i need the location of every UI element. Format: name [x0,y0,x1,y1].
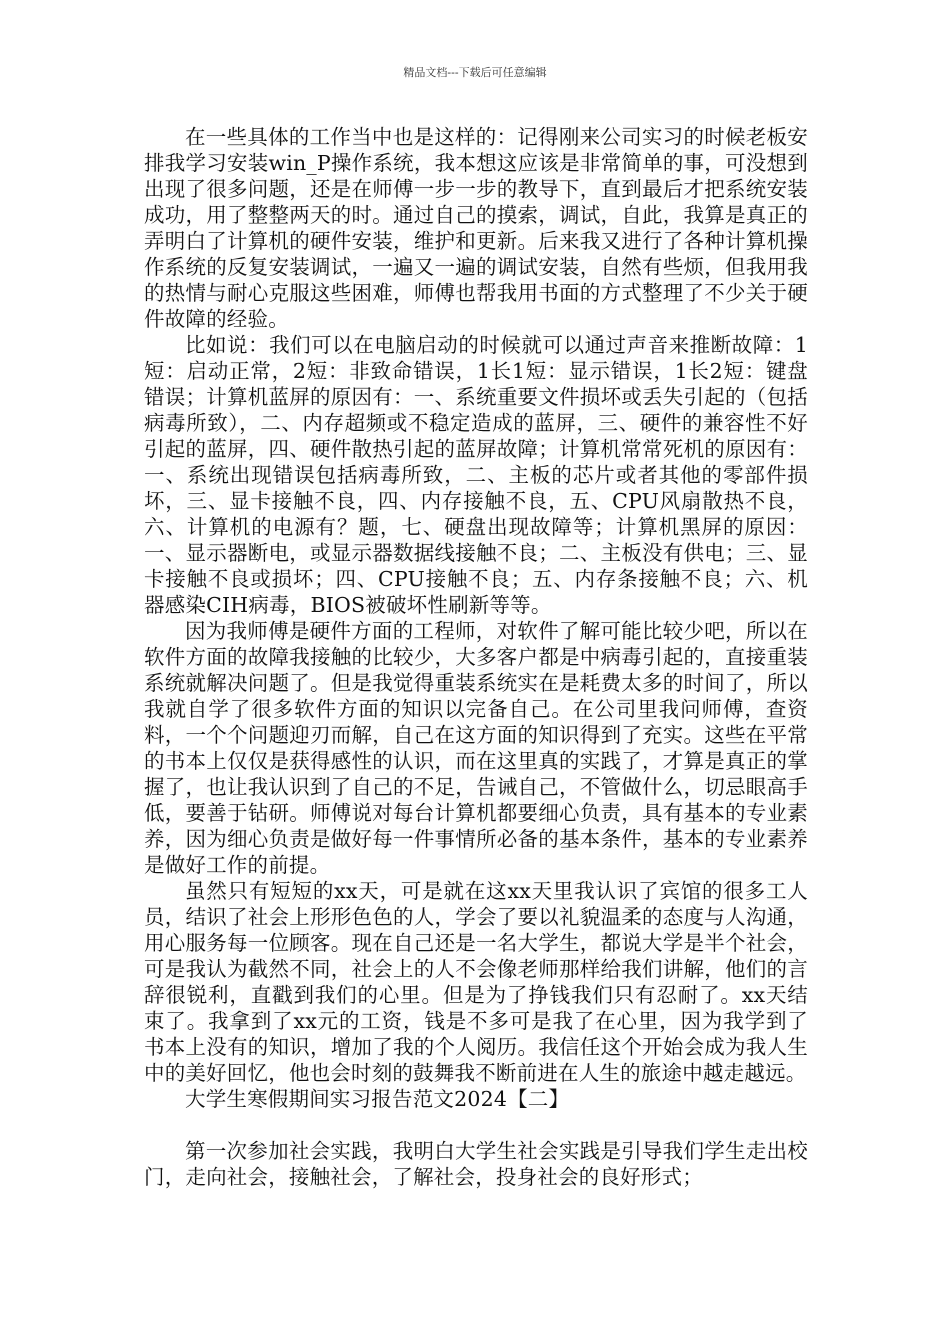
paragraph-software-learning: 因为我师傅是硬件方面的工程师，对软件了解可能比较少吧，所以在软件方面的故障我接触的比较少，大多客户都是中病毒引起的，直接重装系统就解决问题了。但是我觉得重装系统实在是耗费太多的时间了，所以我就自学了很多软件方面的知识以完备自己。在公司里我问师傅，查资料，一个个问题迎刃而解，自己在这方面的知识得到了充实。这些在平常的书本上仅仅是获得感性的认识，而在这里真的实践了，才算是真正的掌握了，也让我认识到了自己的不足，告诫自己，不管做什么，切忌眼高手低，要善于钻研。师傅说对每台计算机都要细心负责，具有基本的专业素养，因为细心负责是做好每一件事情所必备的基本条件，基本的专业素养是做好工作的前提。 [144,619,808,877]
paragraph-hardware-install: 在一些具体的工作当中也是这样的：记得刚来公司实习的时候老板安排我学习安装win_P操作系统，我本想这应该是非常简单的事，可没想到出现了很多问题，还是在师傅一步一步的教导下，直到最后才把系统安装成功，用了整整两天的时。通过自己的摸索，调试，自此，我算是真正的弄明白了计算机的硬件安装，维护和更新。后来我又进行了各种计算机操作系统的反复安装调试，一遍又一遍的调试安装，自然有些烦，但我用我的热情与耐心克服这些困难，师傅也帮我用书面的方式整理了不少关于硬件故障的经验。 [144,125,808,331]
section-heading: 大学生寒假期间实习报告范文2024【二】 [185,1087,570,1111]
paragraph-social-practice: 第一次参加社会实践，我明白大学生社会实践是引导我们学生走出校门，走向社会，接触社会，了解社会，投身社会的良好形式； [144,1139,808,1189]
paragraph-social-experience: 虽然只有短短的xx天，可是就在这xx天里我认识了宾馆的很多工人员，结识了社会上形形色色的人，学会了要以礼貌温柔的态度与人沟通，用心服务每一位顾客。现在自己还是一名大学生，都说大学是半个社会，可是我认为截然不同，社会上的人不会像老师那样给我们讲解，他们的言辞很锐利，直戳到我们的心里。但是为了挣钱我们只有忍耐了。xx天结束了。我拿到了xx元的工资，钱是不多可是我了在心里，因为我学到了书本上没有的知识，增加了我的个人阅历。我信任这个开始会成为我人生中的美好回忆，他也会时刻的鼓舞我不断前进在人生的旅途中越走越远。 [144,879,808,1085]
blank-line [144,1112,808,1138]
page-header: 精品文档---下载后可任意编辑 [403,66,547,79]
paragraph-fault-diagnosis: 比如说：我们可以在电脑启动的时候就可以通过声音来推断故障：1短：启动正常，2短：非致命错误，1长1短：显示错误，1长2短：键盘错误；计算机蓝屏的原因有：一、系统重要文件损坏或丢失引起的（包括病毒所致），二、内存超频或不稳定造成的蓝屏，三、硬件的兼容性不好引起的蓝屏，四、硬件散热引起的蓝屏故障；计算机常常死机的原因有：一、系统出现错误包括病毒所致，二、主板的芯片或者其他的零部件损坏，三、显卡接触不良，四、内存接触不良，五、CPU风扇散热不良，六、计算机的电源有？题，七、硬盘出现故障等；计算机黑屏的原因：一、显示器断电，或显示器数据线接触不良；二、主板没有供电；三、显卡接触不良或损坏；四、CPU接触不良；五、内存条接触不良；六、机器感染CIH病毒，BIOS被破坏性刷新等等。 [144,333,808,617]
document-body [144,124,808,1190]
